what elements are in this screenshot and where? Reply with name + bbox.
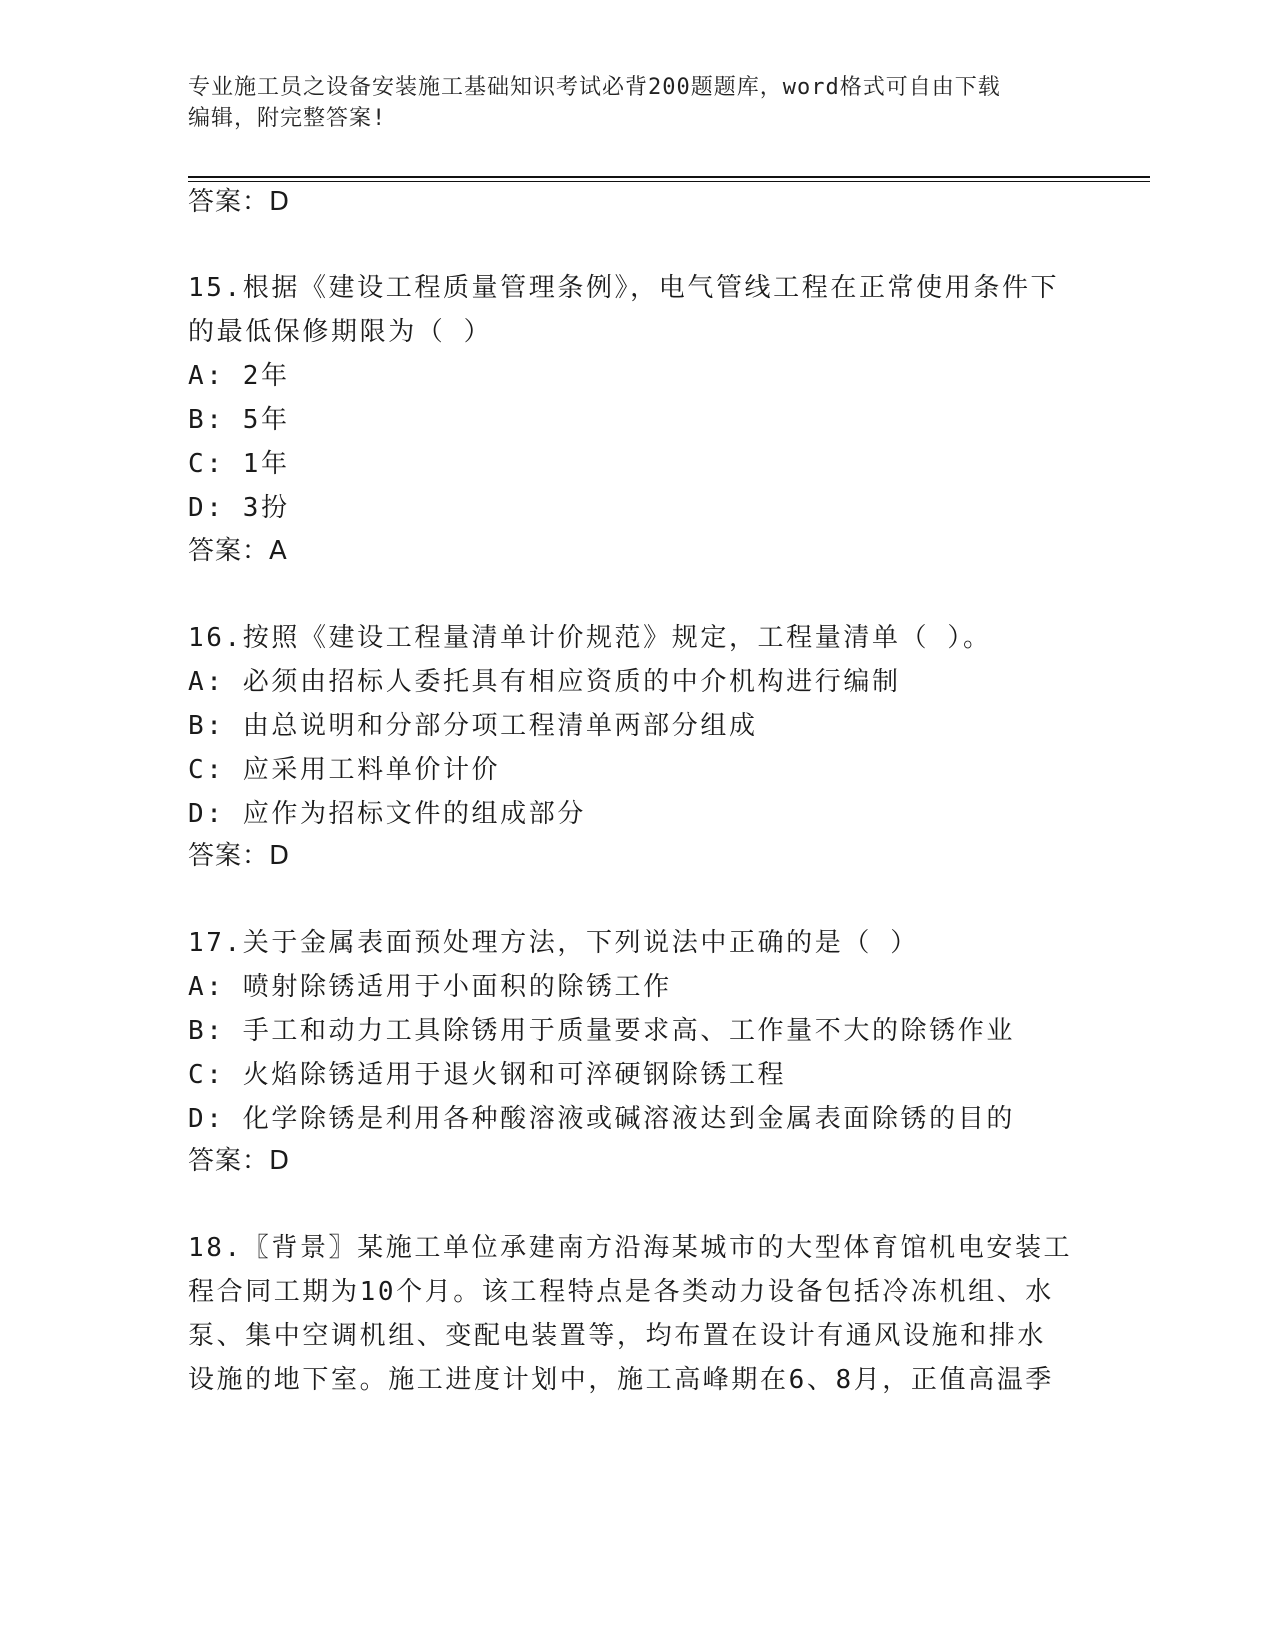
question-17-option-a: A: 喷射除锈适用于小面积的除锈工作	[188, 972, 672, 1002]
question-17-option-b: B: 手工和动力工具除锈用于质量要求高、工作量不大的除锈作业	[188, 1016, 1015, 1046]
question-17-answer: 答案：D	[188, 1146, 291, 1176]
header-divider-thin	[188, 181, 1150, 182]
question-15-option-a: A: 2年	[188, 361, 290, 391]
question-16-option-b: B: 由总说明和分部分项工程清单两部分组成	[188, 711, 758, 741]
header-line-2: 编辑，附完整答案!	[188, 106, 387, 131]
question-16-option-c: C: 应采用工料单价计价	[188, 755, 501, 785]
question-16-option-d: D: 应作为招标文件的组成部分	[188, 799, 586, 829]
question-17-option-d: D: 化学除锈是利用各种酸溶液或碱溶液达到金属表面除锈的目的	[188, 1104, 1015, 1134]
question-18-line-1: 18.〖背景〗某施工单位承建南方沿海某城市的大型体育馆机电安装工	[188, 1233, 1073, 1263]
header-line-1: 专业施工员之设备安装施工基础知识考试必背200题题库，word格式可自由下载	[188, 75, 1001, 100]
question-18-line-2: 程合同工期为10个月。该工程特点是各类动力设备包括冷冻机组、水	[188, 1277, 1054, 1307]
question-18-line-3: 泵、集中空调机组、变配电装置等，均布置在设计有通风设施和排水	[188, 1321, 1047, 1351]
question-17-option-c: C: 火焰除锈适用于退火钢和可淬硬钢除锈工程	[188, 1060, 787, 1090]
question-15-stem-line-2: 的最低保修期限为（ ）	[188, 317, 493, 347]
question-15-stem-line-1: 15.根据《建设工程质量管理条例》，电气管线工程在正常使用条件下	[188, 273, 1060, 303]
document-header	[188, 72, 1068, 134]
header-divider-thick	[188, 176, 1150, 178]
question-16-stem: 16.按照《建设工程量清单计价规范》规定，工程量清单（ ）。	[188, 623, 992, 653]
question-15-option-b: B: 5年	[188, 405, 290, 435]
question-15-answer: 答案：A	[188, 536, 288, 566]
question-18-line-4: 设施的地下室。施工进度计划中，施工高峰期在6、8月，正值高温季	[188, 1365, 1054, 1395]
question-16-answer: 答案：D	[188, 841, 291, 871]
question-15-option-c: C: 1年	[188, 449, 290, 479]
question-15-option-d: D: 3扮	[188, 493, 290, 523]
question-17-stem: 17.关于金属表面预处理方法，下列说法中正确的是（ ）	[188, 928, 919, 958]
question-16-option-a: A: 必须由招标人委托具有相应资质的中介机构进行编制	[188, 667, 901, 697]
prev-answer: 答案：D	[188, 187, 291, 217]
